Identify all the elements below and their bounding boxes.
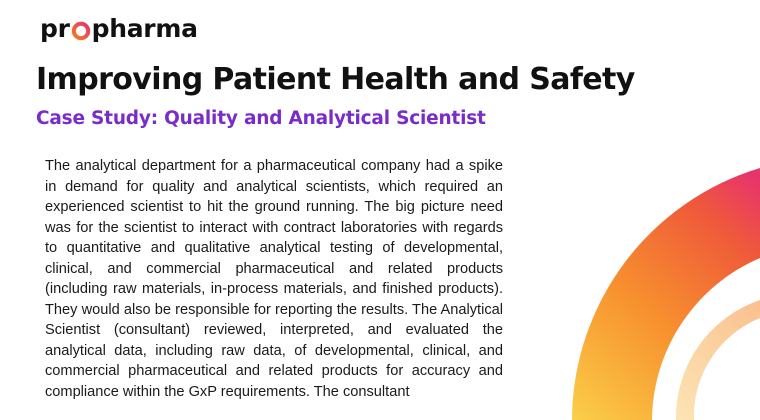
logo-text-right: pharma — [91, 13, 198, 43]
case-study-subtitle: Case Study: Quality and Analytical Scientist — [36, 108, 486, 129]
propharma-logo — [40, 10, 198, 46]
outer-arc — [572, 168, 760, 420]
gradient-o-icon — [71, 21, 91, 41]
page-title: Improving Patient Health and Safety — [36, 62, 635, 97]
inner-arc — [676, 300, 760, 420]
body-paragraph: The analytical department for a pharmaceutical company had a spike in demand for quality and analytical scientists, which required an experienced scientist to hit the ground running. The big picture need was for the scientist to interact with contract laboratories with regards to quantitative and qualitative analytical testing of developmental, clinical, and commercial pharmaceutical and related products (including raw materials, in-process materials, and finished products). They would also be responsible for reporting the results. The Analytical Scientist (consultant) reviewed, interpreted, and evaluated the analytical data, including raw data, of developmental, clinical, and commercial pharmaceutical and related products for accuracy and compliance within the GxP requirements. The consultant — [45, 158, 503, 400]
logo-text-left: pr — [40, 13, 70, 43]
